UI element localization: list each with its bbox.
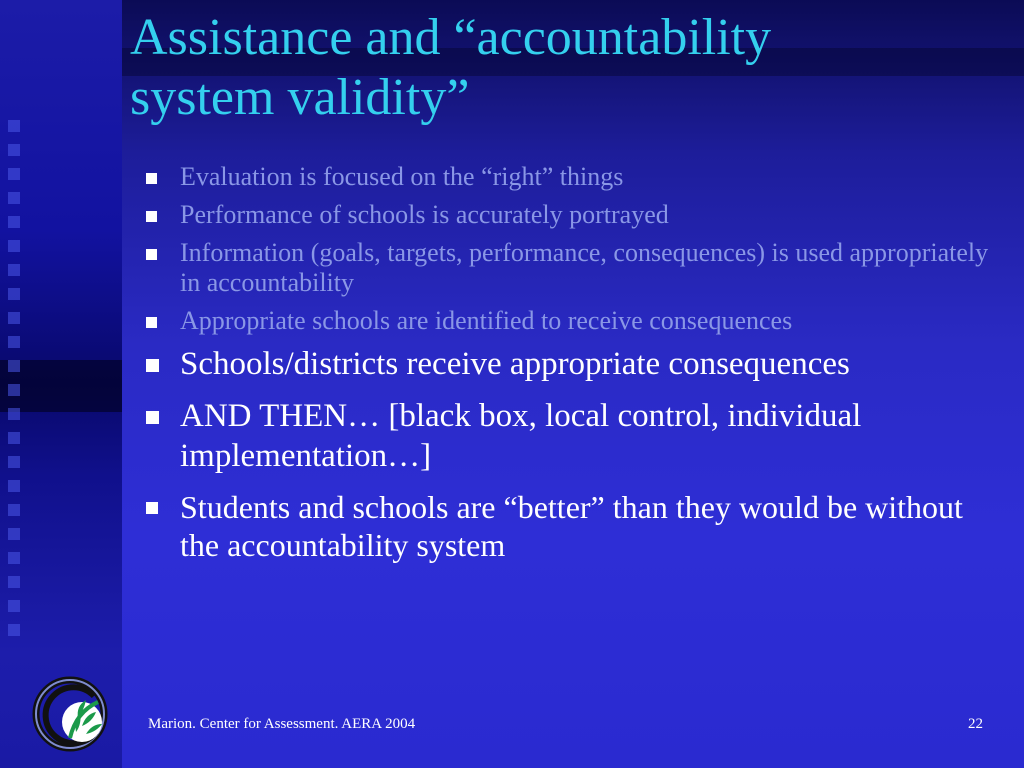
bullet-square-icon [146,249,157,260]
bullet-text: AND THEN… [black box, local control, individual implementation…] [180,398,862,474]
bullet-item [140,344,1000,384]
slide-title [130,8,1010,128]
slide-title-line-2: system validity” [130,69,470,126]
bullet-item [140,238,1000,298]
slide-title-line-1: Assistance and “accountability [130,9,772,66]
bullet-square-icon [146,211,157,222]
bullet-square-icon [146,411,159,424]
bullet-text: Appropriate schools are identified to receive consequences [180,306,793,335]
bullet-square-icon [146,359,159,372]
bullet-text: Evaluation is focused on the “right” things [180,162,624,191]
bullet-item [140,200,1000,230]
bullet-square-icon [146,502,158,514]
bullet-text: Performance of schools is accurately portrayed [180,200,669,229]
slide-number: 22 [968,716,983,732]
bullet-item [140,396,1000,476]
bullet-text: Schools/districts receive appropriate consequences [180,346,850,382]
bullet-text: Students and schools are “better” than they would be without the accountability system [180,489,963,563]
bullet-square-icon [146,173,157,184]
bullet-item [140,162,1000,192]
bullet-item [140,306,1000,336]
bullet-square-icon [146,317,157,328]
bullet-text: Information (goals, targets, performance, consequences) is used appropriately in accountability [180,238,989,297]
decorative-squares [8,120,26,648]
center-for-assessment-logo-icon [30,672,114,756]
left-decorative-band [0,0,122,768]
footer-citation: Marion. Center for Assessment. AERA 2004 [148,716,416,732]
bullet-item [140,488,1000,564]
bullet-list [140,162,1000,574]
